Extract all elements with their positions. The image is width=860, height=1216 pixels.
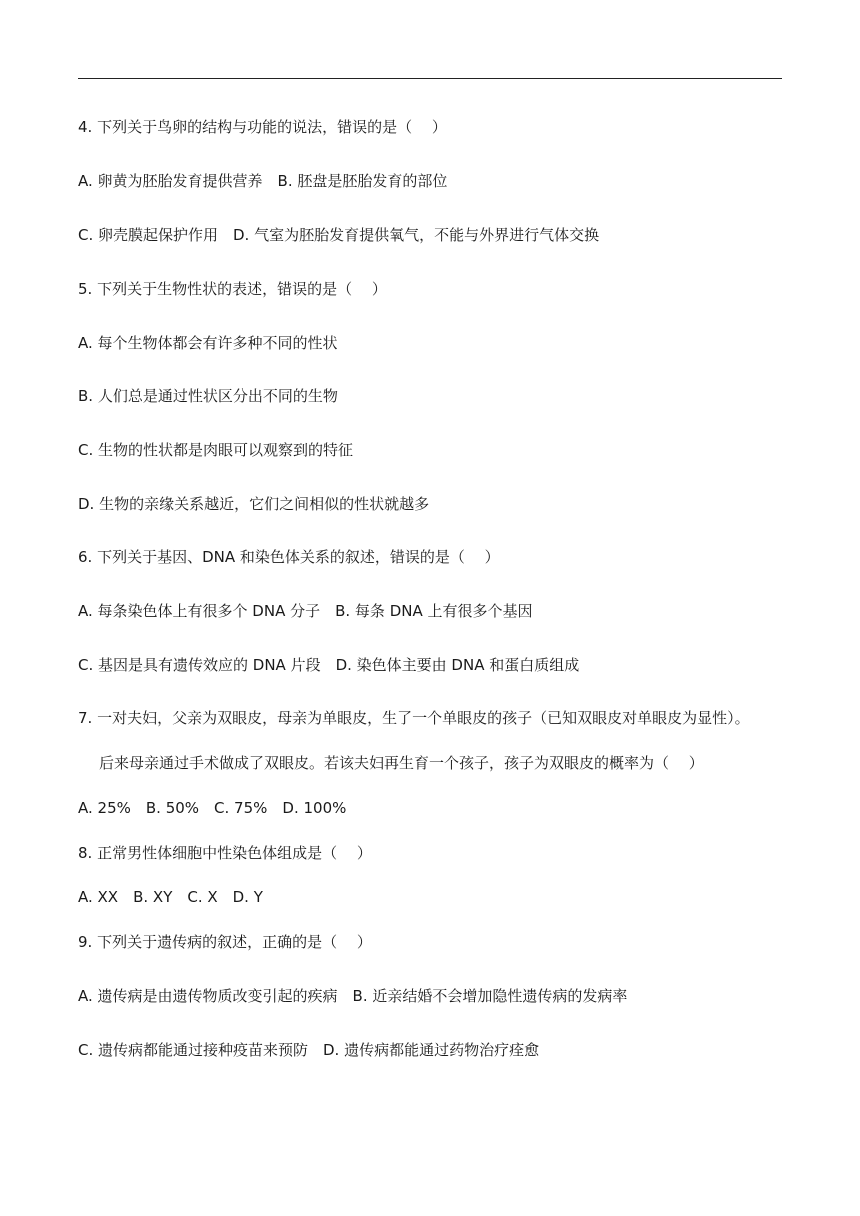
question-6-stem: 6. 下列关于基因、DNA 和染色体关系的叙述，错误的是（ ）	[78, 548, 500, 566]
question-9-option-ab: A. 遗传病是由遗传物质改变引起的疾病 B. 近亲结婚不会增加隐性遗传病的发病率	[78, 987, 628, 1005]
question-7-options: A. 25% B. 50% C. 75% D. 100%	[78, 799, 347, 817]
question-6-option-cd: C. 基因是具有遗传效应的 DNA 片段 D. 染色体主要由 DNA 和蛋白质组成	[78, 656, 580, 674]
question-5-option-b: B. 人们总是通过性状区分出不同的生物	[78, 387, 338, 405]
question-5-stem: 5. 下列关于生物性状的表述，错误的是（ ）	[78, 280, 387, 298]
question-5-option-a: A. 每个生物体都会有许多种不同的性状	[78, 334, 338, 352]
question-5-option-d: D. 生物的亲缘关系越近，它们之间相似的性状就越多	[78, 495, 430, 513]
question-4-stem: 4. 下列关于鸟卵的结构与功能的说法，错误的是（ ）	[78, 118, 447, 136]
question-9-stem: 9. 下列关于遗传病的叙述，正确的是（ ）	[78, 933, 372, 951]
question-7-stem-continued: 后来母亲通过手术做成了双眼皮。若该夫妇再生育一个孩子，孩子为双眼皮的概率为（ ）	[99, 754, 704, 772]
question-6-option-ab: A. 每条染色体上有很多个 DNA 分子 B. 每条 DNA 上有很多个基因	[78, 602, 533, 620]
question-7-stem: 7. 一对夫妇，父亲为双眼皮，母亲为单眼皮，生了一个单眼皮的孩子（已知双眼皮对单眼皮为显性）。	[78, 709, 750, 727]
header-rule	[78, 78, 782, 79]
question-4-option-cd: C. 卵壳膜起保护作用 D. 气室为胚胎发育提供氧气，不能与外界进行气体交换	[78, 226, 600, 244]
question-4-option-ab: A. 卵黄为胚胎发育提供营养 B. 胚盘是胚胎发育的部位	[78, 172, 448, 190]
question-9-option-cd: C. 遗传病都能通过接种疫苗来预防 D. 遗传病都能通过药物治疗痊愈	[78, 1041, 540, 1059]
question-5-option-c: C. 生物的性状都是肉眼可以观察到的特征	[78, 441, 354, 459]
question-8-options: A. XX B. XY C. X D. Y	[78, 888, 263, 906]
question-8-stem: 8. 正常男性体细胞中性染色体组成是（ ）	[78, 844, 372, 862]
